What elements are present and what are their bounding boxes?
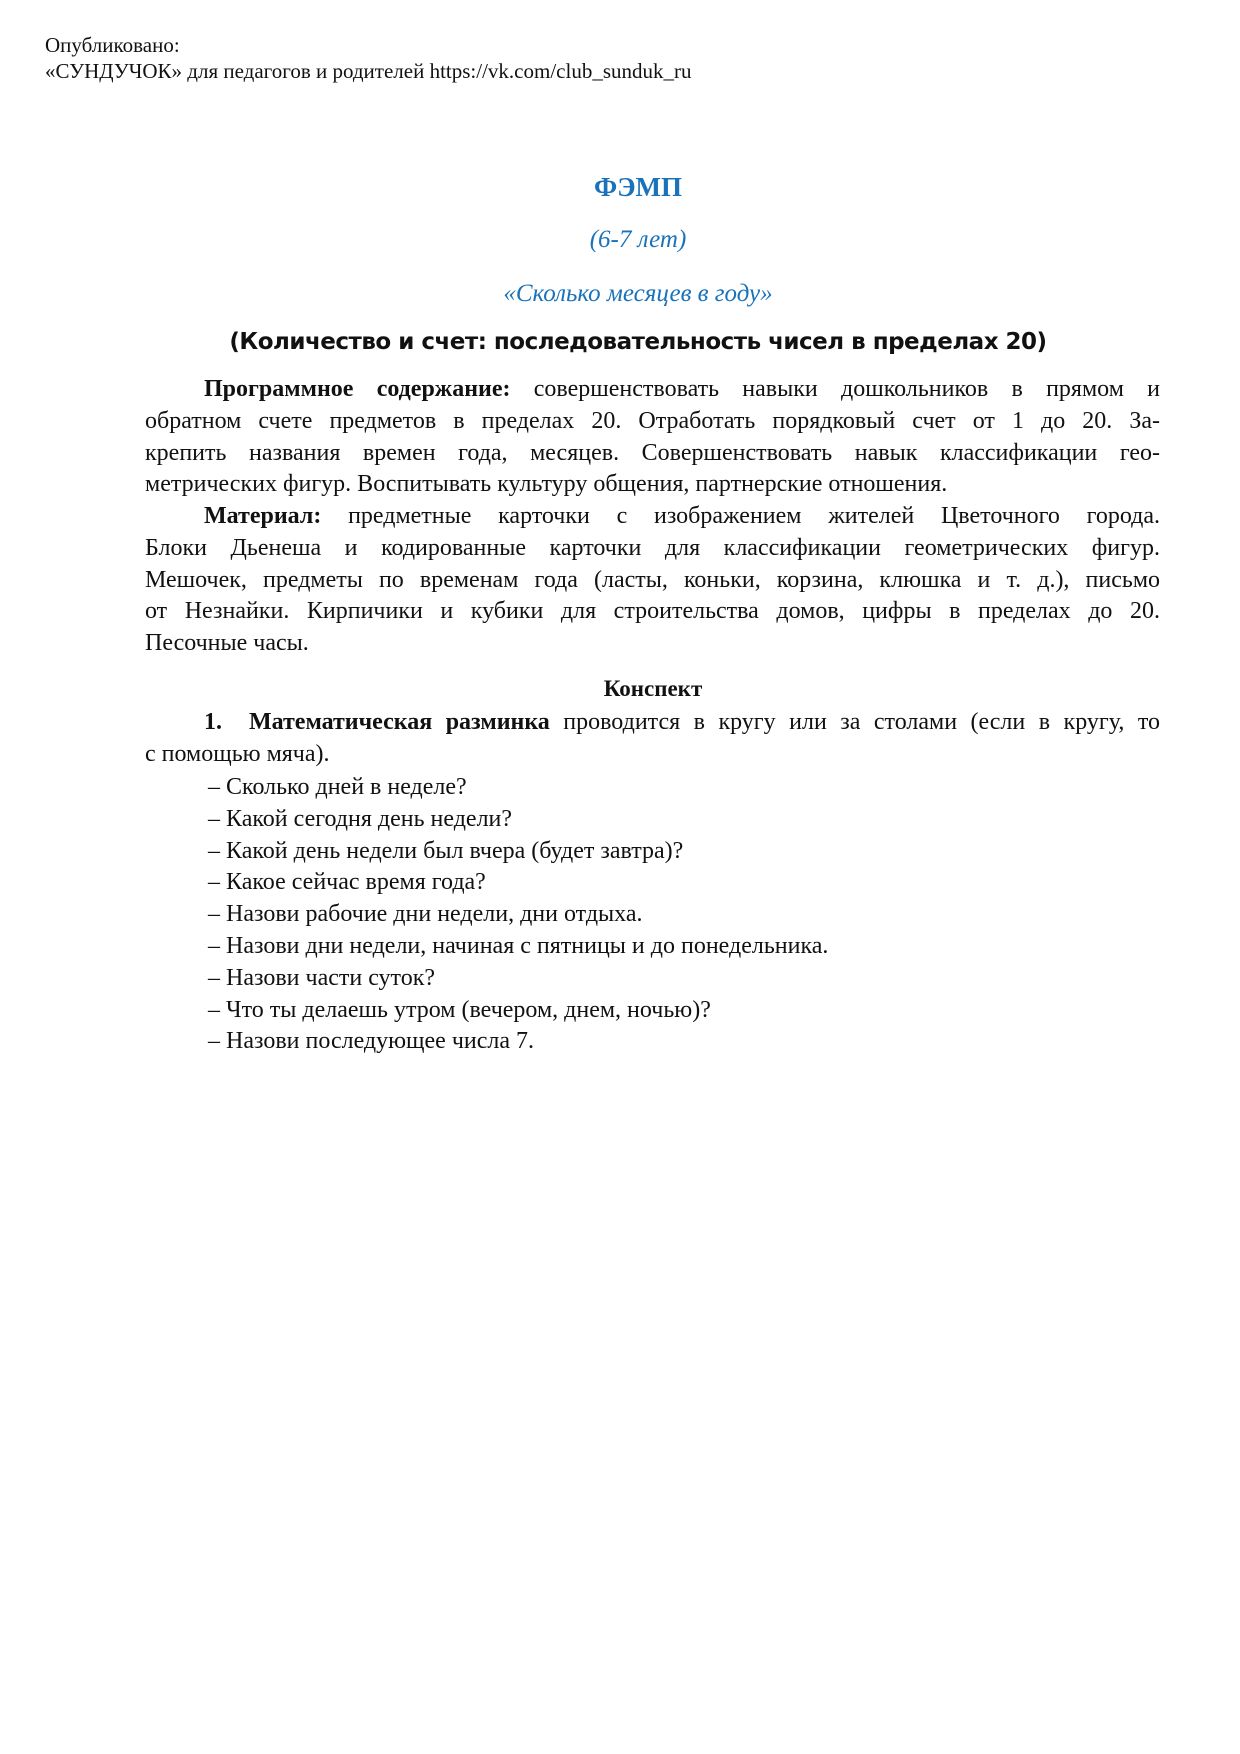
program-paragraph <box>145 374 1160 501</box>
item1-line <box>145 707 1160 739</box>
question-item: – Сколько дней в неделе? <box>208 774 467 800</box>
page-title: ФЭМП <box>594 172 682 202</box>
source-line: «СУНДУЧОК» для педагогов и родителей https://vk.com/club_sunduk_ru <box>45 59 692 83</box>
question-item: – Какой день недели был вчера (будет завтра)? <box>208 837 684 864</box>
question-item: – Назови рабочие дни недели, дни отдыха. <box>208 901 643 928</box>
program-line <box>145 374 1160 406</box>
material-paragraph <box>145 501 1160 660</box>
program-line: обратном счете предметов в пределах 20. Отработать порядковый счет от 1 до 20. За- <box>145 407 1160 434</box>
question-item: – Какое сейчас время года? <box>208 869 486 896</box>
material-line: Блоки Дьенеша и кодированные карточки для классификации геометрических фигур. <box>145 534 1160 561</box>
material-text: предметные карточки с изображением жителей Цветочного города. <box>348 503 1161 529</box>
item1-label: Математическая разминка <box>248 709 550 735</box>
item1-line: с помощью мяча). <box>145 740 330 767</box>
published-label: Опубликовано: <box>45 33 180 57</box>
lesson-topic: «Сколько месяцев в году» <box>503 280 773 307</box>
age-group: (6-7 лет) <box>589 226 687 253</box>
question-item: – Что ты делаешь утром (вечером, днем, ночью)? <box>208 996 711 1023</box>
program-line: крепить названия времен года, месяцев. Совершенствовать навык классификации гео- <box>145 439 1160 466</box>
item1-text: проводится в кругу или за столами (если в кругу, то <box>563 709 1160 735</box>
item1-paragraph <box>145 707 1160 771</box>
question-item: – Назови последующее числа 7. <box>208 1028 535 1055</box>
question-item: – Назови дни недели, начиная с пятницы и до понедельника. <box>208 932 829 959</box>
konspekt-heading: Конспект <box>603 676 703 701</box>
question-item: – Назови части суток? <box>208 964 436 991</box>
question-item: – Какой сегодня день недели? <box>208 805 513 832</box>
material-line: от Незнайки. Кирпичики и кубики для строительства домов, цифры в пределах до 20. <box>145 598 1160 625</box>
material-label: Материал: <box>204 503 322 529</box>
material-line <box>145 501 1160 533</box>
material-line: Песочные часы. <box>145 630 309 657</box>
program-label: Программное содержание: <box>204 376 511 402</box>
program-text: совершенствовать навыки дошкольников в прямом и <box>533 376 1160 402</box>
lesson-subtitle: (Количество и счет: последовательность чисел в пределах 20) <box>229 329 1047 355</box>
material-line: Мешочек, предметы по временам года (ласты, коньки, корзина, клюшка и т. д.), письмо <box>145 566 1160 593</box>
item1-number: 1. <box>204 709 222 735</box>
program-line: метрических фигур. Воспитывать культуру общения, партнерские отношения. <box>145 471 948 498</box>
question-list <box>208 772 828 1058</box>
